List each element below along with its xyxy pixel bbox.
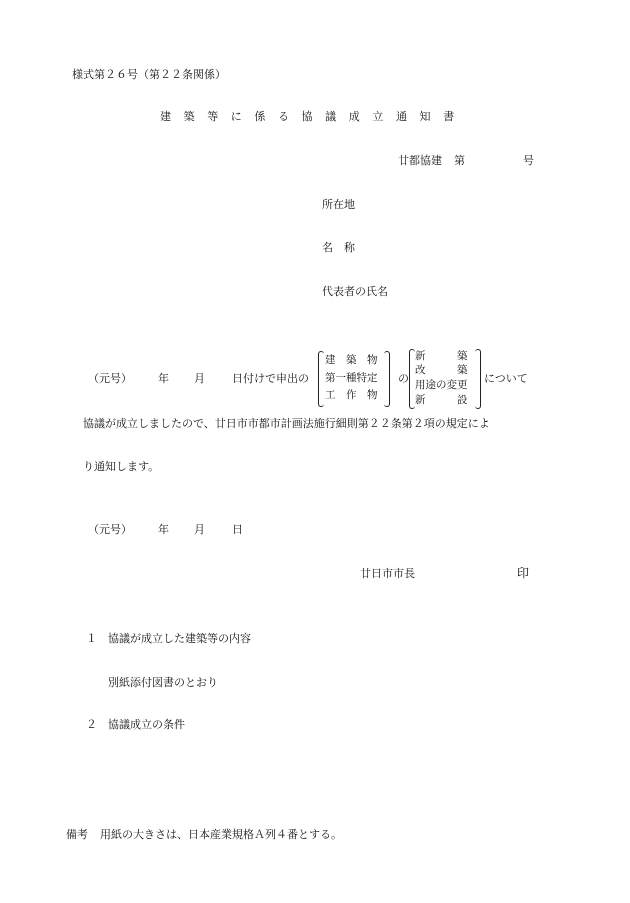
- issue-date-hi: 日: [232, 523, 243, 536]
- title-char: る: [277, 110, 289, 123]
- building-type-1: 建 築 物: [325, 354, 378, 366]
- item-1-number: １: [86, 632, 97, 645]
- issue-date-nen: 年: [158, 523, 169, 536]
- action-3: 用途の変更: [415, 379, 468, 391]
- applicant-representative-label: 代表者の氏名: [322, 285, 388, 298]
- applicant-location-label: 所在地: [322, 198, 355, 211]
- body-line-2: 協議が成立しましたので、廿日市市都市計画法施行細則第２２条第２項の規定によ: [83, 417, 490, 430]
- title-char: 成: [348, 110, 360, 123]
- title-char: 築: [183, 110, 195, 123]
- title-char: 議: [325, 110, 337, 123]
- issue-date-tsuki: 月: [194, 523, 205, 536]
- issuer-seal: 印: [517, 566, 530, 580]
- item-1-label: 協議が成立した建築等の内容: [108, 632, 251, 645]
- title-char: 協: [301, 110, 313, 123]
- building-type-2: 第一種特定: [325, 372, 378, 384]
- body-date-era: （元号）: [88, 372, 132, 385]
- body-date-nen: 年: [158, 372, 169, 385]
- doc-number-dai: 第: [454, 154, 465, 167]
- document-title: [160, 111, 467, 122]
- doc-number-prefix: 廿都協建: [398, 154, 442, 167]
- title-char: に: [230, 110, 242, 123]
- note-label: 備考: [66, 828, 88, 841]
- building-type-bracket-right: [384, 351, 390, 407]
- title-char: 書: [443, 110, 455, 123]
- title-char: 通: [395, 110, 407, 123]
- body-line-3: り通知します。: [83, 460, 160, 473]
- action-1: 新 築: [415, 350, 468, 362]
- title-char: 知: [419, 110, 431, 123]
- issue-date-era: （元号）: [88, 523, 132, 536]
- note-text: 用紙の大きさは、日本産業規格Ａ列４番とする。: [100, 828, 342, 841]
- form-label: 様式第２６号（第２２条関係）: [72, 68, 226, 81]
- building-type-3: 工 作 物: [325, 389, 378, 401]
- doc-number-go: 号: [523, 154, 534, 167]
- applicant-name-label: 名 称: [322, 241, 355, 254]
- body-no: の: [398, 372, 409, 385]
- building-type-bracket-left: [318, 351, 324, 407]
- body-date-suffix: 日付けで申出の: [232, 372, 309, 385]
- item-2-label: 協議成立の条件: [108, 718, 185, 731]
- action-bracket-right: [475, 349, 481, 409]
- title-char: 立: [372, 110, 384, 123]
- action-4: 新 設: [415, 394, 468, 406]
- issuer-title: 廿日市市長: [360, 567, 415, 580]
- body-date-tsuki: 月: [194, 372, 205, 385]
- title-char: 等: [207, 110, 219, 123]
- document-number: [398, 155, 534, 166]
- title-char: 係: [254, 110, 266, 123]
- title-char: 建: [160, 110, 171, 123]
- body-ni-tsuite: について: [484, 372, 528, 385]
- item-1-detail: 別紙添付図書のとおり: [108, 676, 218, 689]
- item-2-number: ２: [86, 718, 97, 731]
- action-2: 改 築: [415, 364, 468, 376]
